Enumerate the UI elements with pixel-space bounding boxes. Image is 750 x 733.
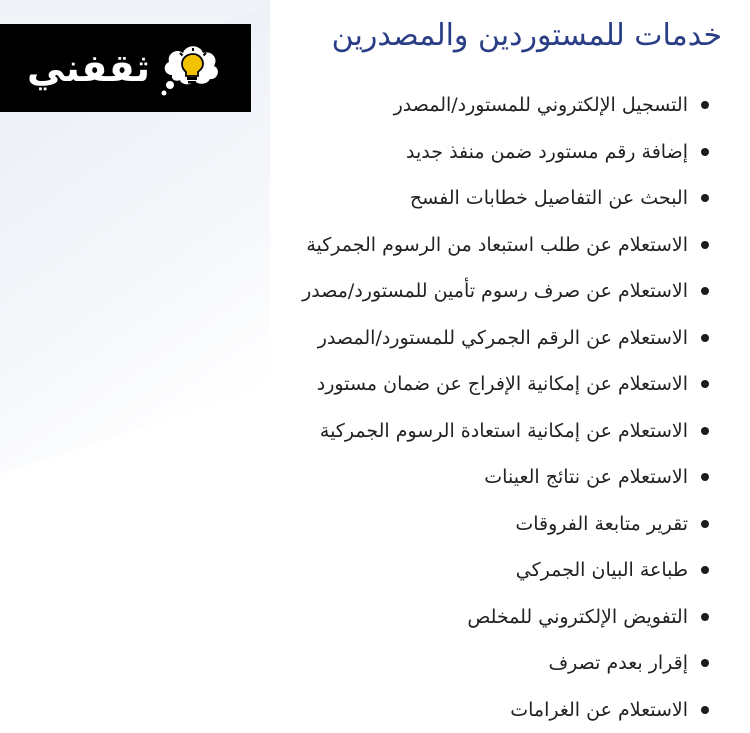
bullet-icon [701,241,709,249]
bullet-icon [701,659,709,667]
bullet-icon [701,427,709,435]
service-label: التسجيل الإلكتروني للمستورد/المصدر [394,94,688,116]
bullet-icon [701,380,709,388]
list-item [168,268,688,315]
service-label: الاستعلام عن صرف رسوم تأمين للمستورد/مصدر [302,280,688,302]
list-item [168,315,688,362]
list-item [168,129,688,176]
service-label: الاستعلام عن إمكانية استعادة الرسوم الجمركية [320,420,688,442]
service-label: الاستعلام عن طلب استبعاد من الرسوم الجمركية [306,234,688,256]
service-label: الاستعلام عن نتائج العينات [484,466,688,488]
bullet-icon [701,148,709,156]
list-item [168,547,688,594]
bullet-icon [701,194,709,202]
list-item [168,501,688,548]
list-item [168,82,688,129]
bullet-icon [701,520,709,528]
service-label: الاستعلام عن الرقم الجمركي للمستورد/المصدر [318,327,688,349]
bullet-icon [701,706,709,714]
service-label: الاستعلام عن الغرامات [510,699,688,721]
service-label: طباعة البيان الجمركي [516,559,688,581]
bullet-icon [701,287,709,295]
bullet-icon [701,101,709,109]
service-label: إقرار بعدم تصرف [548,652,688,674]
page-title: خدمات للمستوردين والمصدرين [332,18,722,53]
service-label: الاستعلام عن إمكانية الإفراج عن ضمان مستورد [317,373,688,395]
list-item [168,175,688,222]
list-item [168,222,688,269]
list-item [168,594,688,641]
list-item [168,640,688,687]
bullet-icon [701,566,709,574]
list-item [168,454,688,501]
list-item [168,408,688,455]
services-list [168,82,688,733]
service-label: التفويض الإلكتروني للمخلص [467,606,688,628]
bullet-icon [701,334,709,342]
list-item [168,687,688,733]
service-label: تقرير متابعة الفروقات [515,513,688,535]
service-label: إضافة رقم مستورد ضمن منفذ جديد [406,141,688,163]
bullet-icon [701,473,709,481]
logo-text: ثقفني [27,46,150,90]
list-item [168,361,688,408]
bullet-icon [701,613,709,621]
service-label: البحث عن التفاصيل خطابات الفسح [410,187,688,209]
